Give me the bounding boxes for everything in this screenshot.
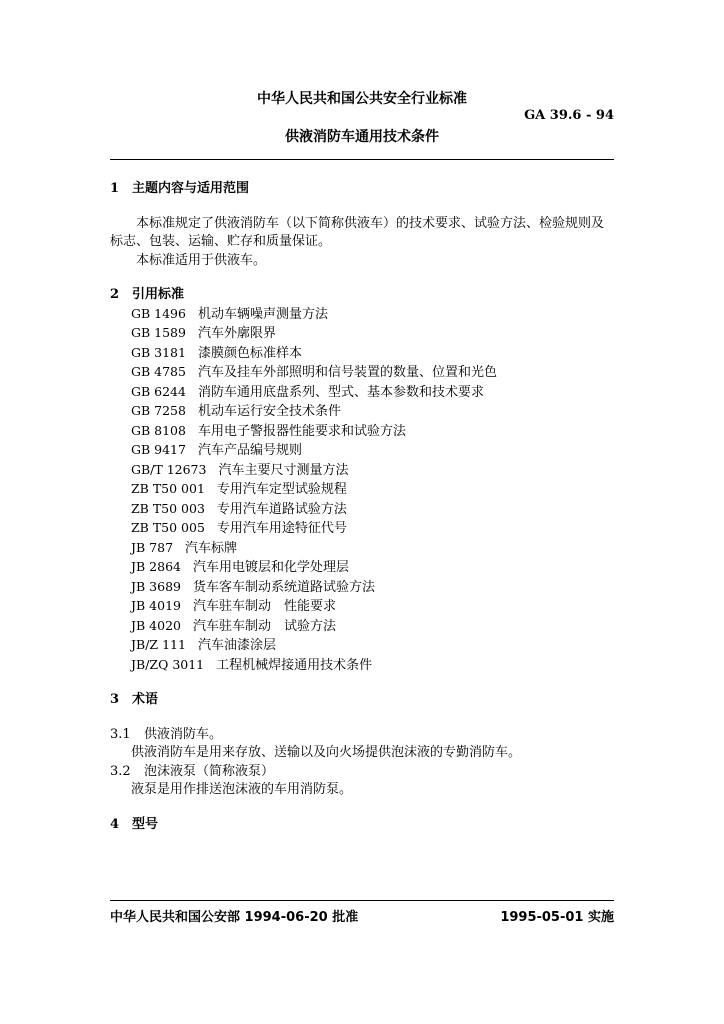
document-body xyxy=(110,180,614,834)
term-number: 3.2 xyxy=(110,763,131,779)
section-heading xyxy=(110,180,614,199)
section-heading xyxy=(110,286,614,305)
reference-item xyxy=(131,539,614,559)
reference-item xyxy=(131,656,614,676)
reference-name: 漆膜颜色标准样本 xyxy=(197,345,302,361)
reference-item xyxy=(131,402,614,422)
reference-code: GB 8108 xyxy=(131,422,186,438)
reference-code: JB/Z 111 xyxy=(131,637,186,652)
reference-name: 车用电子警报器性能要求和试验方法 xyxy=(197,423,406,439)
implementation-date: 1995-05-01 实施 xyxy=(500,910,614,925)
standard-code: GA 39.6 - 94 xyxy=(524,108,614,123)
reference-name: 汽车主要尺寸测量方法 xyxy=(218,462,349,478)
reference-item xyxy=(131,363,614,383)
reference-code: JB 4020 xyxy=(131,617,181,633)
term-heading xyxy=(110,726,614,745)
reference-item xyxy=(131,578,614,598)
reference-name: 专用汽车定型试验规程 xyxy=(216,482,347,497)
reference-code: GB 3181 xyxy=(131,344,186,360)
reference-name: 汽车驻车制动 试验方法 xyxy=(192,618,336,634)
reference-code: GB 1589 xyxy=(131,325,186,340)
term-name: 泡沫液泵（简称液泵） xyxy=(144,763,275,779)
reference-name: 专用汽车用途特征代号 xyxy=(216,521,347,536)
reference-item xyxy=(131,344,614,364)
reference-code: GB 7258 xyxy=(131,403,186,418)
footer-divider xyxy=(110,900,614,901)
reference-item xyxy=(131,617,614,637)
reference-name: 汽车用电镀层和化学处理层 xyxy=(192,560,349,575)
reference-name: 汽车驻车制动 性能要求 xyxy=(192,599,336,614)
reference-item xyxy=(131,422,614,442)
reference-name: 汽车产品编号规则 xyxy=(197,443,302,458)
reference-item xyxy=(131,500,614,520)
reference-name: 汽车油漆涂层 xyxy=(197,638,276,653)
reference-item xyxy=(131,441,614,461)
standard-title: 供液消防车通用技术条件 xyxy=(285,129,439,145)
reference-name: 专用汽车道路试验方法 xyxy=(216,501,347,517)
reference-code: JB 3689 xyxy=(131,578,181,594)
paragraph: 本标准规定了供液消防车（以下简称供液车）的技术要求、试验方法、检验规则及标志、包装、运输、贮存和质量保证。 xyxy=(110,215,605,249)
reference-name: 汽车及挂车外部照明和信号装置的数量、位置和光色 xyxy=(197,365,497,380)
reference-code: ZB T50 005 xyxy=(131,520,205,535)
term-heading xyxy=(110,763,614,782)
paragraph: 本标准适用于供液车。 xyxy=(136,252,267,268)
reference-code: ZB T50 003 xyxy=(131,500,205,516)
reference-code: GB 6244 xyxy=(131,383,186,399)
section-number: 2 xyxy=(110,287,120,302)
term-definition: 液泵是用作排送泡沫液的车用消防泵。 xyxy=(131,782,353,797)
reference-item xyxy=(131,597,614,617)
reference-item xyxy=(131,480,614,500)
reference-code: JB 2864 xyxy=(131,559,181,574)
header-divider xyxy=(110,159,614,160)
reference-name: 消防车通用底盘系列、型式、基本参数和技术要求 xyxy=(197,384,484,400)
reference-item xyxy=(131,636,614,656)
section-number: 4 xyxy=(110,816,120,832)
reference-code: GB/T 12673 xyxy=(131,461,207,477)
section-title: 术语 xyxy=(132,692,159,707)
reference-name: 汽车标牌 xyxy=(185,540,238,556)
section-heading xyxy=(110,816,614,835)
reference-name: 汽车外廓限界 xyxy=(197,326,276,341)
section-title: 引用标准 xyxy=(132,287,185,302)
section-title: 型号 xyxy=(132,816,159,832)
section-heading xyxy=(110,691,614,710)
reference-list xyxy=(110,305,614,676)
section-number: 1 xyxy=(110,181,120,196)
standard-organization: 中华人民共和国公共安全行业标准 xyxy=(257,91,467,107)
reference-item xyxy=(131,519,614,539)
section-title: 主题内容与适用范围 xyxy=(132,181,250,196)
reference-name: 货车客车制动系统道路试验方法 xyxy=(192,579,375,595)
reference-code: JB 787 xyxy=(131,539,174,555)
reference-item xyxy=(131,305,614,325)
reference-item xyxy=(131,383,614,403)
reference-item xyxy=(131,324,614,344)
reference-name: 机动车运行安全技术条件 xyxy=(197,404,341,419)
reference-code: JB/ZQ 3011 xyxy=(131,656,205,672)
term-name: 供液消防车。 xyxy=(144,726,223,742)
reference-code: GB 1496 xyxy=(131,305,186,321)
reference-code: GB 9417 xyxy=(131,442,186,457)
reference-code: ZB T50 001 xyxy=(131,481,205,496)
reference-item xyxy=(131,461,614,481)
term-definition: 供液消防车是用来存放、送输以及向火场提供泡沫液的专勤消防车。 xyxy=(131,745,522,760)
reference-code: JB 4019 xyxy=(131,598,181,613)
term-number: 3.1 xyxy=(110,726,131,742)
reference-item xyxy=(131,558,614,578)
reference-code: GB 4785 xyxy=(131,364,186,379)
reference-name: 工程机械焊接通用技术条件 xyxy=(216,657,373,673)
reference-name: 机动车辆噪声测量方法 xyxy=(197,306,328,322)
approval-date: 中华人民共和国公安部 1994-06-20 批准 xyxy=(110,910,359,925)
section-number: 3 xyxy=(110,692,120,707)
